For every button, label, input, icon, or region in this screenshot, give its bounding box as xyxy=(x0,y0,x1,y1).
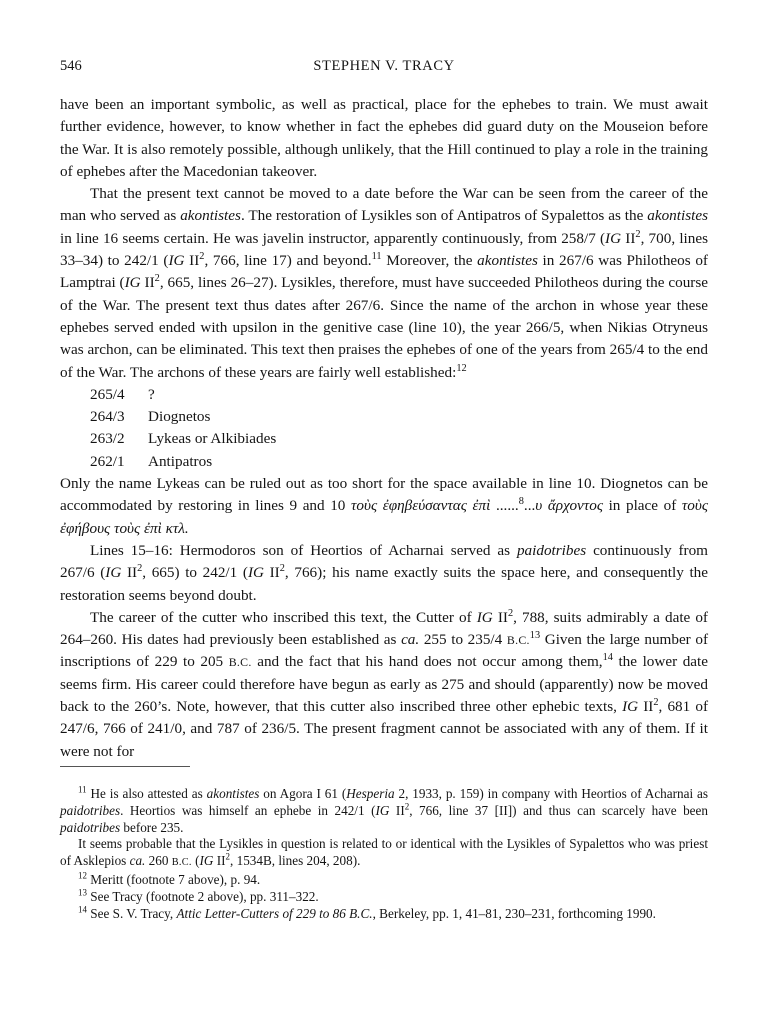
footnote-ref-14: 14 xyxy=(602,652,613,664)
paragraph-2: That the present text cannot be moved to a date before the War can be seen from the career of the man who served as akontistes. The restoration of Lysikles son of Antipatros of Sypalettos as the akontistes in line 16 seems certain. He was javelin instructor, apparently continuously, from 258/7 (IG $II^2$, 700, lines 33–34) to 242/1 (IG $II^2$, 766, line 17) and beyond.$^{11}$ Moreover, the akontistes in 267/6 was Philotheos of Lamptrai (IG $II^2$, 665, lines 26–27). Lysikles, therefore, must have succeeded Philotheos during the course of the War. The present text thus dates after 267/6. Since the name of the archon in whose year these ephebes served ended with upsilon in the genitive case (line 10), the year 266/5, when Nikias Otryneus was archon, can be eliminated. This text then praises the ephebes of one of the years from 265/4 to the end of the War. The archons of these years are fairly well established:$^{12}$ xyxy=(60,185,709,381)
footnote-divider xyxy=(60,766,190,767)
greek-phrase: υ ἄρχοντος xyxy=(535,497,603,515)
footnote-13: $^{13}$ See Tracy (footnote 2 above), pp. 311–322. xyxy=(78,887,319,904)
greek-phrase: τοὺς ἐφηβεύσαντας ἐπὶ xyxy=(350,497,491,515)
running-head-author: STEPHEN V. TRACY xyxy=(313,58,455,74)
running-header xyxy=(60,58,708,80)
footnote-11: $^{11}$ He is also attested as akontistes on Agora I 61 (Hesperia 2, 1933, p. 159) in company with Heortios of Acharnai as paidotribes. Heortios was himself an ephebe in 242/1 (IG $II^2$, 766, line 37 [II]) and thus can scarcely have been paidotribes before 235. xyxy=(60,784,709,835)
paragraph-1: have been an important symbolic, as well as practical, place for the ephebes to train. We must await further evidence, however, to know whether in fact the ephebes did guard duty on the Mouseion before the War. It is also remotely possible, although unlikely, that the Hill continued to play a role in the training of ephebes after the Macedonian takeover. xyxy=(60,96,708,180)
footnote-12: $^{12}$ Meritt (footnote 7 above), p. 94. xyxy=(78,870,261,887)
archon-row: 263/2 Lykeas or Alkibiades xyxy=(90,430,277,448)
paragraph-4: Lines 15–16: Hermodoros son of Heortios of Acharnai served as paidotribes continuously from 267/6 (IG $II^2$, 665) to 242/1 (IG $II^2$, 766); his name exactly suits the space here, and consequently the restoration seems beyond doubt. xyxy=(60,541,708,604)
main-text xyxy=(60,94,708,763)
footnote-11-continued: It seems probable that the Lysikles in question is related to or identical with the Lysikles of Sypalettos who was priest of Asklepios ca. 260 B.C. (IG $II^2$, 1534B, lines 204, 208). xyxy=(60,836,708,869)
paragraph-3: Only the name Lykeas can be ruled out as too short for the space available in line 10. Diognetos can be accommodated by restoring in lines 9 and 10 τοὺς ἐφηβεύσαντας ἐπὶ ......$^8$...υ ἄρχοντος in place of τοὺς ἐφήβους τοὺς ἐπὶ κτλ. xyxy=(60,475,709,537)
footnotes xyxy=(60,786,708,922)
archon-row: 265/4 ? xyxy=(90,385,155,403)
archon-row: 264/3 Diognetos xyxy=(90,408,211,426)
footnote-ref-12: 12 xyxy=(456,362,467,374)
archon-list xyxy=(90,384,708,473)
greek-phrase: τοὺς ἐφήβους τοὺς ἐπὶ κτλ. xyxy=(60,497,709,537)
footnote-14: $^{14}$ See S. V. Tracy, Attic Letter-Cutters of 229 to 86 B.C., Berkeley, pp. 1, 41–81, 230–231, forthcoming 1990. xyxy=(78,904,656,921)
paragraph-5: The career of the cutter who inscribed this text, the Cutter of IG $II^2$, 788, suits admirably a date of 264–260. His dates had previously been established as ca. 255 to 235/4 B.C.$^{13}$ Given the large number of inscriptions of 229 to 205 B.C. and the fact that his hand does not occur among them,$^{14}$ the lower date seems firm. His career could therefore have begun as early as 275 and should (apparently) now be moved back to the 260’s. Note, however, that this cutter also inscribed three other ephebic texts, IG $II^2$, 681 of 247/6, 766 of 241/0, and 787 of 236/5. The present fragment cannot be associated with any of them. If it were not for xyxy=(60,607,709,760)
footnote-ref-13: 13 xyxy=(529,630,541,642)
page-number: 546 xyxy=(60,58,82,74)
footnote-ref-11: 11 xyxy=(371,251,382,263)
archon-row: 262/1 Antipatros xyxy=(90,452,213,470)
